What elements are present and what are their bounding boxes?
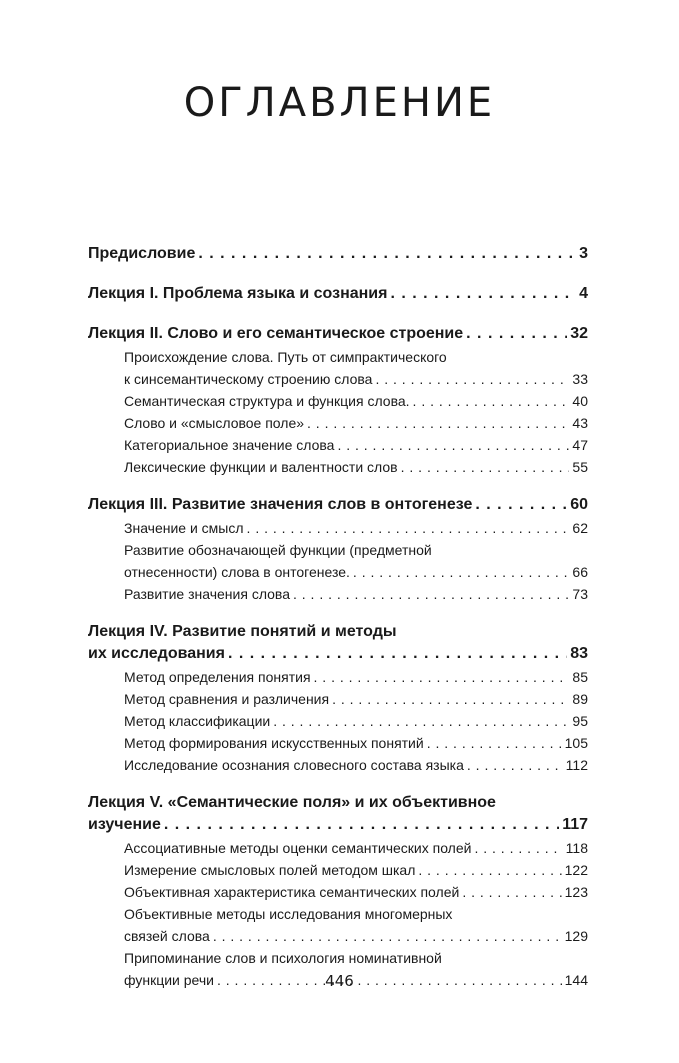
toc-entry-preface[interactable] (88, 243, 588, 265)
toc-subentry-page: 144 (564, 972, 588, 988)
toc-subentry[interactable] (124, 517, 588, 539)
toc-subentry-label: отнесенности) слова в онтогенезе. (124, 564, 350, 580)
toc-subentry-label: Развитие значения слова (124, 586, 290, 602)
toc-subentry-page: 112 (565, 757, 588, 773)
toc-entry-lecture-3[interactable] (88, 494, 588, 516)
dot-leader (198, 243, 576, 265)
toc-entry-lecture-4[interactable] (88, 621, 588, 665)
page-title: ОГЛАВЛЕНИЕ (183, 80, 496, 126)
dot-leader (314, 666, 570, 688)
toc-subentry-label: к синсемантическому строению слова (124, 371, 373, 387)
page-number: 446 (325, 972, 354, 990)
dot-leader (375, 368, 569, 390)
toc-subentry-label: Лексические функции и валентности слов (124, 459, 398, 475)
toc-subentry-label: Исследование осознания словесного состава языка (124, 757, 464, 773)
toc-subentry-label: Ассоциативные методы оценки семантических полей (124, 840, 472, 856)
toc-entry-label: Лекция II. Слово и его семантическое строение (88, 325, 464, 342)
dot-leader (401, 456, 570, 478)
toc-subentry[interactable] (124, 859, 588, 881)
toc-entry-page: 83 (570, 645, 588, 662)
toc-subentry[interactable] (124, 390, 588, 412)
toc-subentry-page: 55 (572, 459, 588, 475)
toc-entry-label: Предисловие (88, 245, 196, 262)
dot-leader (462, 881, 561, 903)
toc-subentry[interactable] (124, 666, 588, 688)
dot-leader (467, 754, 563, 776)
dot-leader (474, 837, 562, 859)
toc-subentry-page: 66 (572, 564, 588, 580)
toc-subentry-label: Категориальное значение слова (124, 437, 335, 453)
toc-section-lecture-4 (88, 621, 588, 776)
dot-leader (247, 517, 570, 539)
dot-leader (413, 390, 570, 412)
toc-subentry-page: 129 (564, 928, 588, 944)
toc-subentry-page: 89 (572, 691, 588, 707)
toc-subentry-label: Метод формирования искусственных понятий (124, 735, 424, 751)
dot-leader (228, 643, 567, 665)
toc-entry-lecture-2[interactable] (88, 323, 588, 345)
toc-subentry[interactable] (124, 346, 588, 390)
toc-entry-page: 4 (579, 285, 588, 302)
toc-entry-line: Лекция IV. Развитие понятий и методы (88, 623, 397, 640)
toc-subentry[interactable] (124, 754, 588, 776)
toc-subentry-page: 123 (564, 884, 588, 900)
toc-section-lecture-3 (88, 494, 588, 605)
toc-subentry[interactable] (124, 456, 588, 478)
toc-entry-label: их исследования (88, 645, 225, 662)
toc-subentry-page: 118 (565, 840, 588, 856)
toc-subentry-label: Измерение смысловых полей методом шкал (124, 862, 416, 878)
toc-subentry-page: 40 (572, 393, 588, 409)
dot-leader (307, 412, 569, 434)
dot-leader (475, 494, 567, 516)
toc-subentry[interactable] (124, 539, 588, 583)
toc-subentry-label: Слово и «смысловое поле» (124, 415, 305, 431)
toc-subentry-page: 95 (572, 713, 588, 729)
dot-leader (418, 859, 561, 881)
toc-subentry-label: Метод сравнения и различения (124, 691, 330, 707)
toc-section-lecture-2 (88, 323, 588, 478)
toc-entry-label: Лекция I. Проблема языка и сознания (88, 285, 388, 302)
toc-subentry-page: 85 (572, 669, 588, 685)
toc-subentry-page: 73 (572, 586, 588, 602)
toc-subentry[interactable] (124, 583, 588, 605)
toc-subentry[interactable] (124, 903, 588, 947)
toc-section-lecture-5 (88, 792, 588, 991)
toc-subentry-line: Развитие обозначающей функции (предметной (124, 542, 432, 558)
toc-subentry[interactable] (124, 837, 588, 859)
toc-subentry-line: Припоминание слов и психология номинативной (124, 950, 442, 966)
toc-entry-lecture-5[interactable] (88, 792, 588, 836)
dot-leader (390, 283, 576, 305)
toc-subentry-page: 62 (572, 520, 588, 536)
toc-subentry[interactable] (124, 710, 588, 732)
dot-leader (273, 710, 569, 732)
toc-subentry-label: Метод классификации (124, 713, 271, 729)
toc-entry-page: 60 (570, 496, 588, 513)
toc-subentry-page: 33 (572, 371, 588, 387)
dot-leader (293, 583, 569, 605)
toc-subentry[interactable] (124, 412, 588, 434)
dot-leader (213, 925, 562, 947)
dot-leader (332, 688, 569, 710)
toc-entry-page: 32 (570, 325, 588, 342)
toc-subentry[interactable] (124, 688, 588, 710)
toc-subentry-page: 43 (572, 415, 588, 431)
dot-leader (427, 732, 562, 754)
toc-entry-line: Лекция V. «Семантические поля» и их объективное (88, 794, 496, 811)
toc-subentry-page: 122 (564, 862, 588, 878)
toc-subentry-line: Происхождение слова. Путь от симпрактического (124, 349, 447, 365)
toc-subentry-page: 47 (572, 437, 588, 453)
toc-entry-label: Лекция III. Развитие значения слов в онтогенезе (88, 496, 473, 513)
toc-subentry-label: Семантическая структура и функция слова. (124, 393, 410, 409)
dot-leader (164, 814, 559, 836)
dot-leader (466, 323, 567, 345)
toc-entry-label: изучение (88, 816, 161, 833)
toc-entry-page: 3 (579, 245, 588, 262)
toc-entry-lecture-1[interactable] (88, 283, 588, 305)
toc-subentry-line: Объективные методы исследования многомерных (124, 906, 453, 922)
table-of-contents (88, 243, 588, 999)
toc-subentry[interactable] (124, 434, 588, 456)
toc-subentry-label: связей слова (124, 928, 210, 944)
toc-subentry-label: Объективная характеристика семантических полей (124, 884, 460, 900)
toc-subentry-label: функции речи (124, 972, 214, 988)
toc-subentry-label: Значение и смысл (124, 520, 244, 536)
dot-leader (353, 561, 570, 583)
toc-subentry[interactable] (124, 732, 588, 754)
dot-leader (337, 434, 569, 456)
toc-subentry[interactable] (124, 881, 588, 903)
toc-subentry-label: Метод определения понятия (124, 669, 311, 685)
toc-subentry-page: 105 (564, 735, 588, 751)
toc-entry-page: 117 (562, 816, 588, 833)
